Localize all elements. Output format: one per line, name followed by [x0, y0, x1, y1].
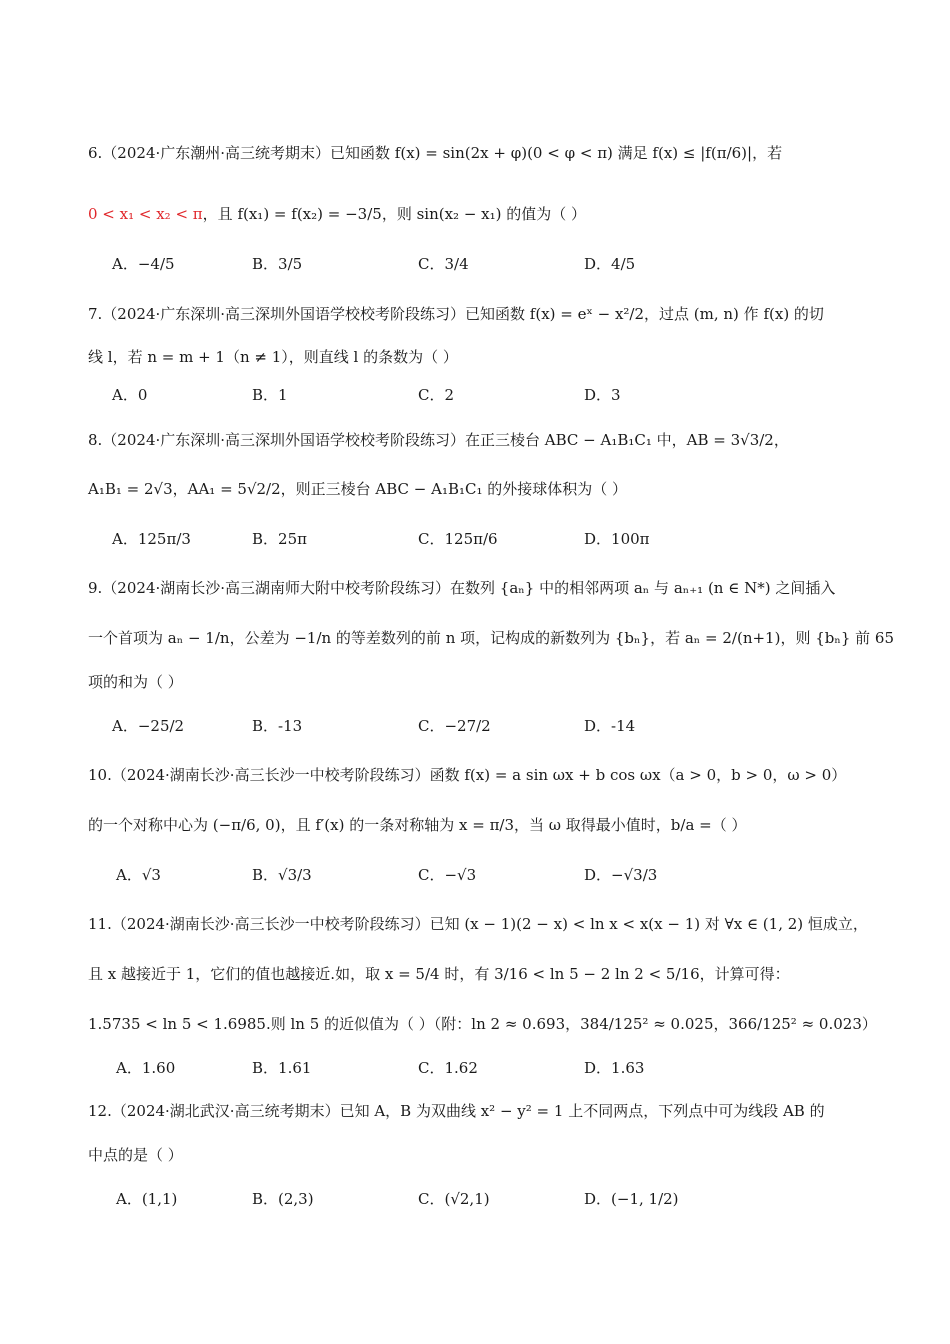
q9-stem-line-1: 9.（2024·湖南长沙·高三湖南师大附中校考阶段练习）在数列 {aₙ} 中的相邻两项 aₙ 与 aₙ₊₁ (n ∈ N*) 之间插入: [88, 579, 836, 597]
q6-stem-line-1: 6.（2024·广东潮州·高三统考期末）已知函数 f(x) = sin(2x + φ)(0 < φ < π) 满足 f(x) ≤ |f(π/6)|，若: [88, 144, 783, 162]
q7-option-a[interactable]: A．0: [112, 386, 148, 404]
q6-option-d[interactable]: D．4/5: [584, 255, 636, 273]
q12-option-a[interactable]: A．(1,1): [116, 1190, 178, 1208]
q8-stem-line-1: 8.（2024·广东深圳·高三深圳外国语学校校考阶段练习）在正三棱台 ABC − A₁B₁C₁ 中，AB = 3√3/2，: [88, 431, 789, 449]
q11-option-d[interactable]: D．1.63: [584, 1059, 645, 1077]
q6-stem-line-2-rest: ，且 f(x₁) = f(x₂) = −3/5，则 sin(x₂ − x₁) 的值为（ ）: [202, 205, 587, 223]
q8-option-a[interactable]: A．125π/3: [112, 530, 191, 548]
q10-stem-line-2: 的一个对称中心为 (−π/6, 0)，且 f′(x) 的一条对称轴为 x = π/3，当 ω 取得最小值时，b/a =（ ）: [88, 816, 747, 834]
q9-option-c[interactable]: C．−27/2: [418, 717, 491, 735]
q9-option-a[interactable]: A．−25/2: [112, 717, 185, 735]
q8-option-c[interactable]: C．125π/6: [418, 530, 498, 548]
q10-option-c[interactable]: C．−√3: [418, 866, 477, 884]
q10-option-d[interactable]: D．−√3/3: [584, 866, 658, 884]
q11-option-b[interactable]: B．1.61: [252, 1059, 312, 1077]
q10-stem-line-1: 10.（2024·湖南长沙·高三长沙一中校考阶段练习）函数 f(x) = a sin ωx + b cos ωx（a > 0，b > 0，ω > 0）: [88, 766, 847, 784]
q6-highlighted-condition: 0 < x₁ < x₂ < π: [88, 205, 203, 223]
q7-option-d[interactable]: D．3: [584, 386, 621, 404]
q9-option-b[interactable]: B．-13: [252, 717, 303, 735]
q9-stem-line-3: 项的和为（ ）: [88, 673, 183, 691]
q6-stem-line-2: [88, 202, 862, 226]
q9-option-d[interactable]: D．-14: [584, 717, 636, 735]
q11-option-c[interactable]: C．1.62: [418, 1059, 478, 1077]
q12-stem-line-2: 中点的是（ ）: [88, 1146, 183, 1164]
q7-option-c[interactable]: C．2: [418, 386, 455, 404]
q11-option-a[interactable]: A．1.60: [116, 1059, 176, 1077]
q12-option-d[interactable]: D．(−1, 1/2): [584, 1190, 679, 1208]
q8-option-b[interactable]: B．25π: [252, 530, 307, 548]
q6-option-a[interactable]: A．−4/5: [112, 255, 175, 273]
q11-stem-line-3: 1.5735 < ln 5 < 1.6985.则 ln 5 的近似值为（ ）（附：ln 2 ≈ 0.693，384/125² ≈ 0.025，366/125² ≈ 0.023）: [88, 1015, 877, 1033]
q6-option-c[interactable]: C．3/4: [418, 255, 469, 273]
q8-option-d[interactable]: D．100π: [584, 530, 650, 548]
q10-option-b[interactable]: B．√3/3: [252, 866, 312, 884]
q11-stem-line-2: 且 x 越接近于 1，它们的值也越接近.如，取 x = 5/4 时，有 3/16 < ln 5 − 2 ln 2 < 5/16，计算可得：: [88, 965, 790, 983]
q12-option-c[interactable]: C．(√2,1): [418, 1190, 490, 1208]
q9-stem-line-2: 一个首项为 aₙ − 1/n，公差为 −1/n 的等差数列的前 n 项，记构成的新数列为 {bₙ}，若 aₙ = 2/(n+1)，则 {bₙ} 前 65: [88, 629, 895, 647]
q10-option-a[interactable]: A．√3: [116, 866, 161, 884]
q11-stem-line-1: 11.（2024·湖南长沙·高三长沙一中校考阶段练习）已知 (x − 1)(2 − x) < ln x < x(x − 1) 对 ∀x ∈ (1, 2) 恒成立，: [88, 915, 868, 933]
q7-stem-line-1: 7.（2024·广东深圳·高三深圳外国语学校校考阶段练习）已知函数 f(x) = eˣ − x²/2，过点 (m, n) 作 f(x) 的切: [88, 305, 824, 323]
q7-stem-line-2: 线 l，若 n = m + 1（n ≠ 1），则直线 l 的条数为（ ）: [88, 348, 458, 366]
q8-stem-line-2: A₁B₁ = 2√3，AA₁ = 5√2/2，则正三棱台 ABC − A₁B₁C₁ 的外接球体积为（ ）: [88, 480, 628, 498]
q12-option-b[interactable]: B．(2,3): [252, 1190, 314, 1208]
q7-option-b[interactable]: B．1: [252, 386, 288, 404]
q12-stem-line-1: 12.（2024·湖北武汉·高三统考期末）已知 A，B 为双曲线 x² − y² = 1 上不同两点，下列点中可为线段 AB 的: [88, 1102, 825, 1120]
q6-option-b[interactable]: B．3/5: [252, 255, 303, 273]
